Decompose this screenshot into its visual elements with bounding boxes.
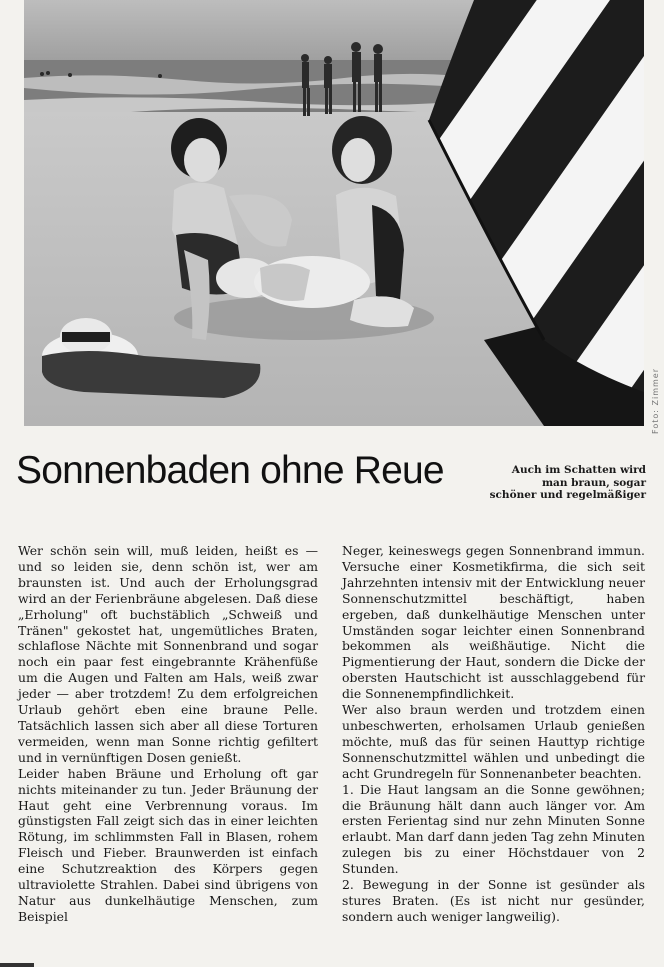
subhead-line: schöner und regelmäßiger: [489, 489, 646, 501]
article-subhead: [446, 464, 646, 502]
article-column-left: [18, 543, 318, 925]
subhead-line: Auch im Schatten wird: [511, 464, 646, 476]
beach-scene-illustration: [24, 0, 644, 426]
photo-credit: Foto: Zimmer: [651, 368, 660, 434]
paragraph: 1. Die Haut langsam an die Sonne gewöhnen; die Bräunung hält dann auch länger vor. Am ersten Ferientag sind nur zehn Minuten Sonne erlaubt. Man darf dann jeden Tag zehn Minuten zulegen bis zu einer Höchstdauer von 2 Stunden.: [342, 781, 645, 877]
page-number-mark: [0, 963, 34, 967]
subhead-line: man braun, sogar: [541, 476, 646, 489]
article-headline: Sonnenbaden ohne Reue: [16, 449, 444, 492]
paragraph: Neger, keineswegs gegen Sonnenbrand immun. Versuche einer Kosmetikfirma, die sich seit Jahrzehnten intensiv mit der Entwicklung neuer Sonnenschutzmittel beschäftigt, haben ergeben, daß dunkelhäutige Menschen unter Umständen sogar leichter einen Sonnenbrand bekommen als weißhäutige. Nicht die Pigmentierung der Haut, sondern die Dicke der obersten Hautschicht ist ausschlaggebend für die Sonnenempfindlichkeit.: [342, 543, 645, 702]
paragraph: 2. Bewegung in der Sonne ist gesünder als stures Braten. (Es ist nicht nur gesünder, sondern auch weniger langweilig).: [342, 877, 645, 924]
paragraph: Leider haben Bräune und Erholung oft gar nichts miteinander zu tun. Jeder Bräunung der Haut geht eine Verbrennung voraus. Im günstigsten Fall zeigt sich das in einer leichten Rötung, im schlimmsten Fall in Blasen, rohem Fleisch und Fieber. Braunwerden ist einfach eine Schutzreaktion des Körpers gegen ultraviolette Strahlen. Dabei sind übrigens von Natur aus dunkelhäutige Menschen, zum Beispiel: [18, 765, 318, 924]
paragraph: Wer also braun werden und trotzdem einen unbeschwerten, erholsamen Urlaub genießen möchte, muß das für seinen Hauttyp richtige Sonnenschutzmittel wählen und unbedingt die acht Grundregeln für Sonnenanbeter beachten.: [342, 702, 645, 781]
article-column-right: [342, 543, 645, 925]
paragraph: Wer schön sein will, muß leiden, heißt es — und so leiden sie, denn schön ist, wer am braunsten ist. Und auch der Erholungsgrad wird an der Ferienbräune abgelesen. Daß diese „Erholung" oft buchstäblich „Schweiß und Tränen" gekostet hat, ungemütliches Braten, schlaflose Nächte mit Sonnenbrand und sogar noch ein paar fest eingebrannte Krähenfüße um die Augen und Falten am Hals, weiß zwar jeder — aber trotzdem! Zu dem erfolgreichen Urlaub gehört eben eine braune Pelle. Tatsächlich lassen sich aber all diese Torturen vermeiden, wenn man Sonne richtig gefiltert und in vernünftigen Dosen genießt.: [18, 543, 318, 765]
beach-photo: [24, 0, 644, 426]
